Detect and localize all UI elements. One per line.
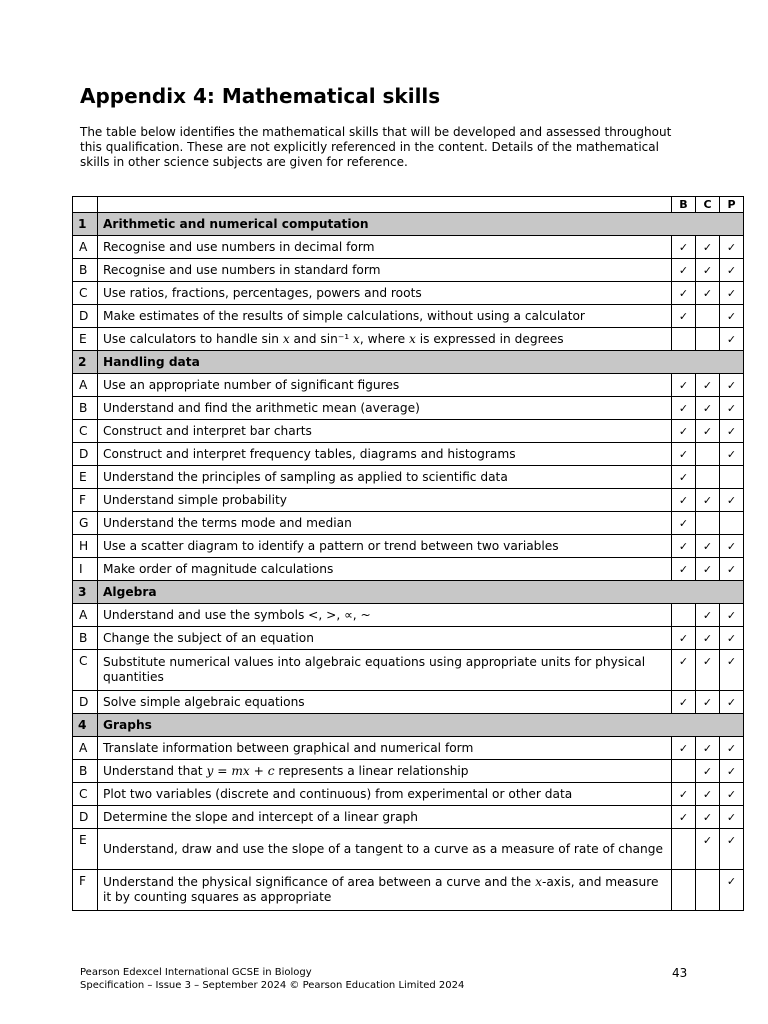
skill-description: Understand the terms mode and median (98, 512, 672, 535)
skill-code: A (73, 604, 98, 627)
skill-code: I (73, 558, 98, 581)
table-row (73, 328, 744, 351)
check-chemistry: ✓ (696, 829, 720, 870)
check-physics: ✓ (720, 374, 744, 397)
check-physics: ✓ (720, 305, 744, 328)
table-row (73, 806, 744, 829)
table-row (73, 397, 744, 420)
check-biology: ✓ (672, 783, 696, 806)
skill-code: D (73, 443, 98, 466)
header-blank (98, 197, 672, 213)
check-chemistry: ✓ (696, 604, 720, 627)
check-chemistry (696, 512, 720, 535)
check-biology: ✓ (672, 627, 696, 650)
section-title: Graphs (98, 714, 744, 737)
table-row (73, 305, 744, 328)
section-title: Algebra (98, 581, 744, 604)
skill-code: E (73, 328, 98, 351)
section-title: Arithmetic and numerical computation (98, 213, 744, 236)
check-physics: ✓ (720, 328, 744, 351)
check-chemistry: ✓ (696, 558, 720, 581)
check-chemistry: ✓ (696, 397, 720, 420)
check-chemistry (696, 870, 720, 911)
table-row (73, 737, 744, 760)
skill-code: C (73, 783, 98, 806)
skill-code: B (73, 627, 98, 650)
check-chemistry: ✓ (696, 489, 720, 512)
table-row (73, 558, 744, 581)
check-physics: ✓ (720, 783, 744, 806)
check-physics: ✓ (720, 691, 744, 714)
check-biology: ✓ (672, 466, 696, 489)
check-chemistry: ✓ (696, 760, 720, 783)
skill-description: Substitute numerical values into algebraic equations using appropriate units for physical quantities (98, 650, 672, 691)
table-row (73, 870, 744, 911)
skill-code: C (73, 420, 98, 443)
check-chemistry: ✓ (696, 374, 720, 397)
skill-description: Understand, draw and use the slope of a tangent to a curve as a measure of rate of change (98, 829, 672, 870)
check-chemistry: ✓ (696, 627, 720, 650)
skill-description: Understand that y = mx + c represents a linear relationship (98, 760, 672, 783)
skill-description: Use a scatter diagram to identify a pattern or trend between two variables (98, 535, 672, 558)
check-physics: ✓ (720, 420, 744, 443)
check-physics: ✓ (720, 535, 744, 558)
check-physics: ✓ (720, 650, 744, 691)
section-row (73, 213, 744, 236)
skill-description: Use an appropriate number of significant figures (98, 374, 672, 397)
skill-description: Understand and use the symbols <, >, ∝, ~ (98, 604, 672, 627)
skill-description: Plot two variables (discrete and continuous) from experimental or other data (98, 783, 672, 806)
skill-description: Understand the physical significance of area between a curve and the x-axis, and measure it by counting squares as appropriate (98, 870, 672, 911)
check-biology: ✓ (672, 420, 696, 443)
check-biology: ✓ (672, 374, 696, 397)
section-number: 1 (73, 213, 98, 236)
table-row (73, 829, 744, 870)
check-chemistry (696, 443, 720, 466)
skill-code: B (73, 760, 98, 783)
skill-code: A (73, 236, 98, 259)
table-row (73, 466, 744, 489)
check-physics: ✓ (720, 282, 744, 305)
skill-code: E (73, 829, 98, 870)
check-chemistry (696, 466, 720, 489)
math-skills-table (72, 196, 744, 911)
page-title: Appendix 4: Mathematical skills (80, 84, 441, 108)
skill-code: D (73, 806, 98, 829)
check-physics: ✓ (720, 760, 744, 783)
check-biology (672, 328, 696, 351)
table-row (73, 236, 744, 259)
skill-description: Understand simple probability (98, 489, 672, 512)
check-physics: ✓ (720, 443, 744, 466)
column-header-physics: P (720, 197, 744, 213)
section-row (73, 714, 744, 737)
check-physics (720, 466, 744, 489)
check-biology: ✓ (672, 535, 696, 558)
check-biology (672, 760, 696, 783)
check-chemistry: ✓ (696, 259, 720, 282)
check-biology: ✓ (672, 489, 696, 512)
skill-code: D (73, 691, 98, 714)
skill-description: Understand the principles of sampling as applied to scientific data (98, 466, 672, 489)
table-row (73, 535, 744, 558)
section-number: 2 (73, 351, 98, 374)
table-row (73, 282, 744, 305)
footer (80, 966, 464, 992)
table-row (73, 650, 744, 691)
skill-description: Determine the slope and intercept of a linear graph (98, 806, 672, 829)
table-row (73, 420, 744, 443)
skill-description: Construct and interpret frequency tables, diagrams and histograms (98, 443, 672, 466)
check-biology: ✓ (672, 806, 696, 829)
check-chemistry (696, 328, 720, 351)
check-chemistry (696, 305, 720, 328)
check-physics: ✓ (720, 397, 744, 420)
footer-specification: Specification – Issue 3 – September 2024 © Pearson Education Limited 2024 (80, 980, 465, 991)
skill-description: Construct and interpret bar charts (98, 420, 672, 443)
check-chemistry: ✓ (696, 535, 720, 558)
check-biology: ✓ (672, 558, 696, 581)
check-biology: ✓ (672, 259, 696, 282)
check-biology (672, 870, 696, 911)
skill-description: Recognise and use numbers in decimal form (98, 236, 672, 259)
section-number: 3 (73, 581, 98, 604)
check-physics: ✓ (720, 829, 744, 870)
check-biology (672, 829, 696, 870)
section-row (73, 581, 744, 604)
intro-paragraph: The table below identifies the mathematical skills that will be developed and assessed throughout this qualification. These are not explicitly referenced in the content. Details of the mathematical skills in other science subjects are given for reference. (80, 125, 672, 169)
check-chemistry: ✓ (696, 236, 720, 259)
header-blank (73, 197, 98, 213)
section-number: 4 (73, 714, 98, 737)
check-chemistry: ✓ (696, 282, 720, 305)
skill-code: B (73, 397, 98, 420)
table-row (73, 489, 744, 512)
table-header-row (73, 197, 744, 213)
table-row (73, 783, 744, 806)
section-row (73, 351, 744, 374)
skill-code: F (73, 489, 98, 512)
skill-description: Use ratios, fractions, percentages, powers and roots (98, 282, 672, 305)
check-biology: ✓ (672, 737, 696, 760)
column-header-chemistry: C (696, 197, 720, 213)
skill-code: A (73, 737, 98, 760)
skill-code: B (73, 259, 98, 282)
skill-description: Change the subject of an equation (98, 627, 672, 650)
check-biology: ✓ (672, 512, 696, 535)
check-biology: ✓ (672, 282, 696, 305)
check-physics: ✓ (720, 737, 744, 760)
skill-description: Solve simple algebraic equations (98, 691, 672, 714)
skill-description: Make estimates of the results of simple calculations, without using a calculator (98, 305, 672, 328)
section-title: Handling data (98, 351, 744, 374)
footer-qualification: Pearson Edexcel International GCSE in Biology (80, 967, 312, 978)
check-physics: ✓ (720, 489, 744, 512)
table-row (73, 627, 744, 650)
skill-code: E (73, 466, 98, 489)
column-header-biology: B (672, 197, 696, 213)
table-row (73, 691, 744, 714)
table-row (73, 760, 744, 783)
check-biology: ✓ (672, 650, 696, 691)
skill-description: Make order of magnitude calculations (98, 558, 672, 581)
skill-code: C (73, 650, 98, 691)
skill-code: H (73, 535, 98, 558)
skill-description: Understand and find the arithmetic mean (average) (98, 397, 672, 420)
table-row (73, 443, 744, 466)
skill-description: Recognise and use numbers in standard form (98, 259, 672, 282)
skill-description: Use calculators to handle sin x and sin⁻¹ x, where x is expressed in degrees (98, 328, 672, 351)
check-biology: ✓ (672, 443, 696, 466)
page-number: 43 (672, 966, 688, 980)
check-physics: ✓ (720, 806, 744, 829)
skill-code: A (73, 374, 98, 397)
check-biology: ✓ (672, 691, 696, 714)
check-biology (672, 604, 696, 627)
check-physics: ✓ (720, 604, 744, 627)
skill-code: D (73, 305, 98, 328)
check-physics: ✓ (720, 259, 744, 282)
table-row (73, 604, 744, 627)
check-chemistry: ✓ (696, 806, 720, 829)
check-chemistry: ✓ (696, 737, 720, 760)
skill-code: F (73, 870, 98, 911)
skill-description: Translate information between graphical and numerical form (98, 737, 672, 760)
check-biology: ✓ (672, 236, 696, 259)
skill-code: C (73, 282, 98, 305)
skill-code: G (73, 512, 98, 535)
check-chemistry: ✓ (696, 650, 720, 691)
check-physics (720, 512, 744, 535)
check-biology: ✓ (672, 397, 696, 420)
check-physics: ✓ (720, 627, 744, 650)
table-row (73, 374, 744, 397)
check-physics: ✓ (720, 870, 744, 911)
check-chemistry: ✓ (696, 783, 720, 806)
check-biology: ✓ (672, 305, 696, 328)
check-chemistry: ✓ (696, 420, 720, 443)
check-physics: ✓ (720, 558, 744, 581)
table-row (73, 512, 744, 535)
check-chemistry: ✓ (696, 691, 720, 714)
table-row (73, 259, 744, 282)
check-physics: ✓ (720, 236, 744, 259)
